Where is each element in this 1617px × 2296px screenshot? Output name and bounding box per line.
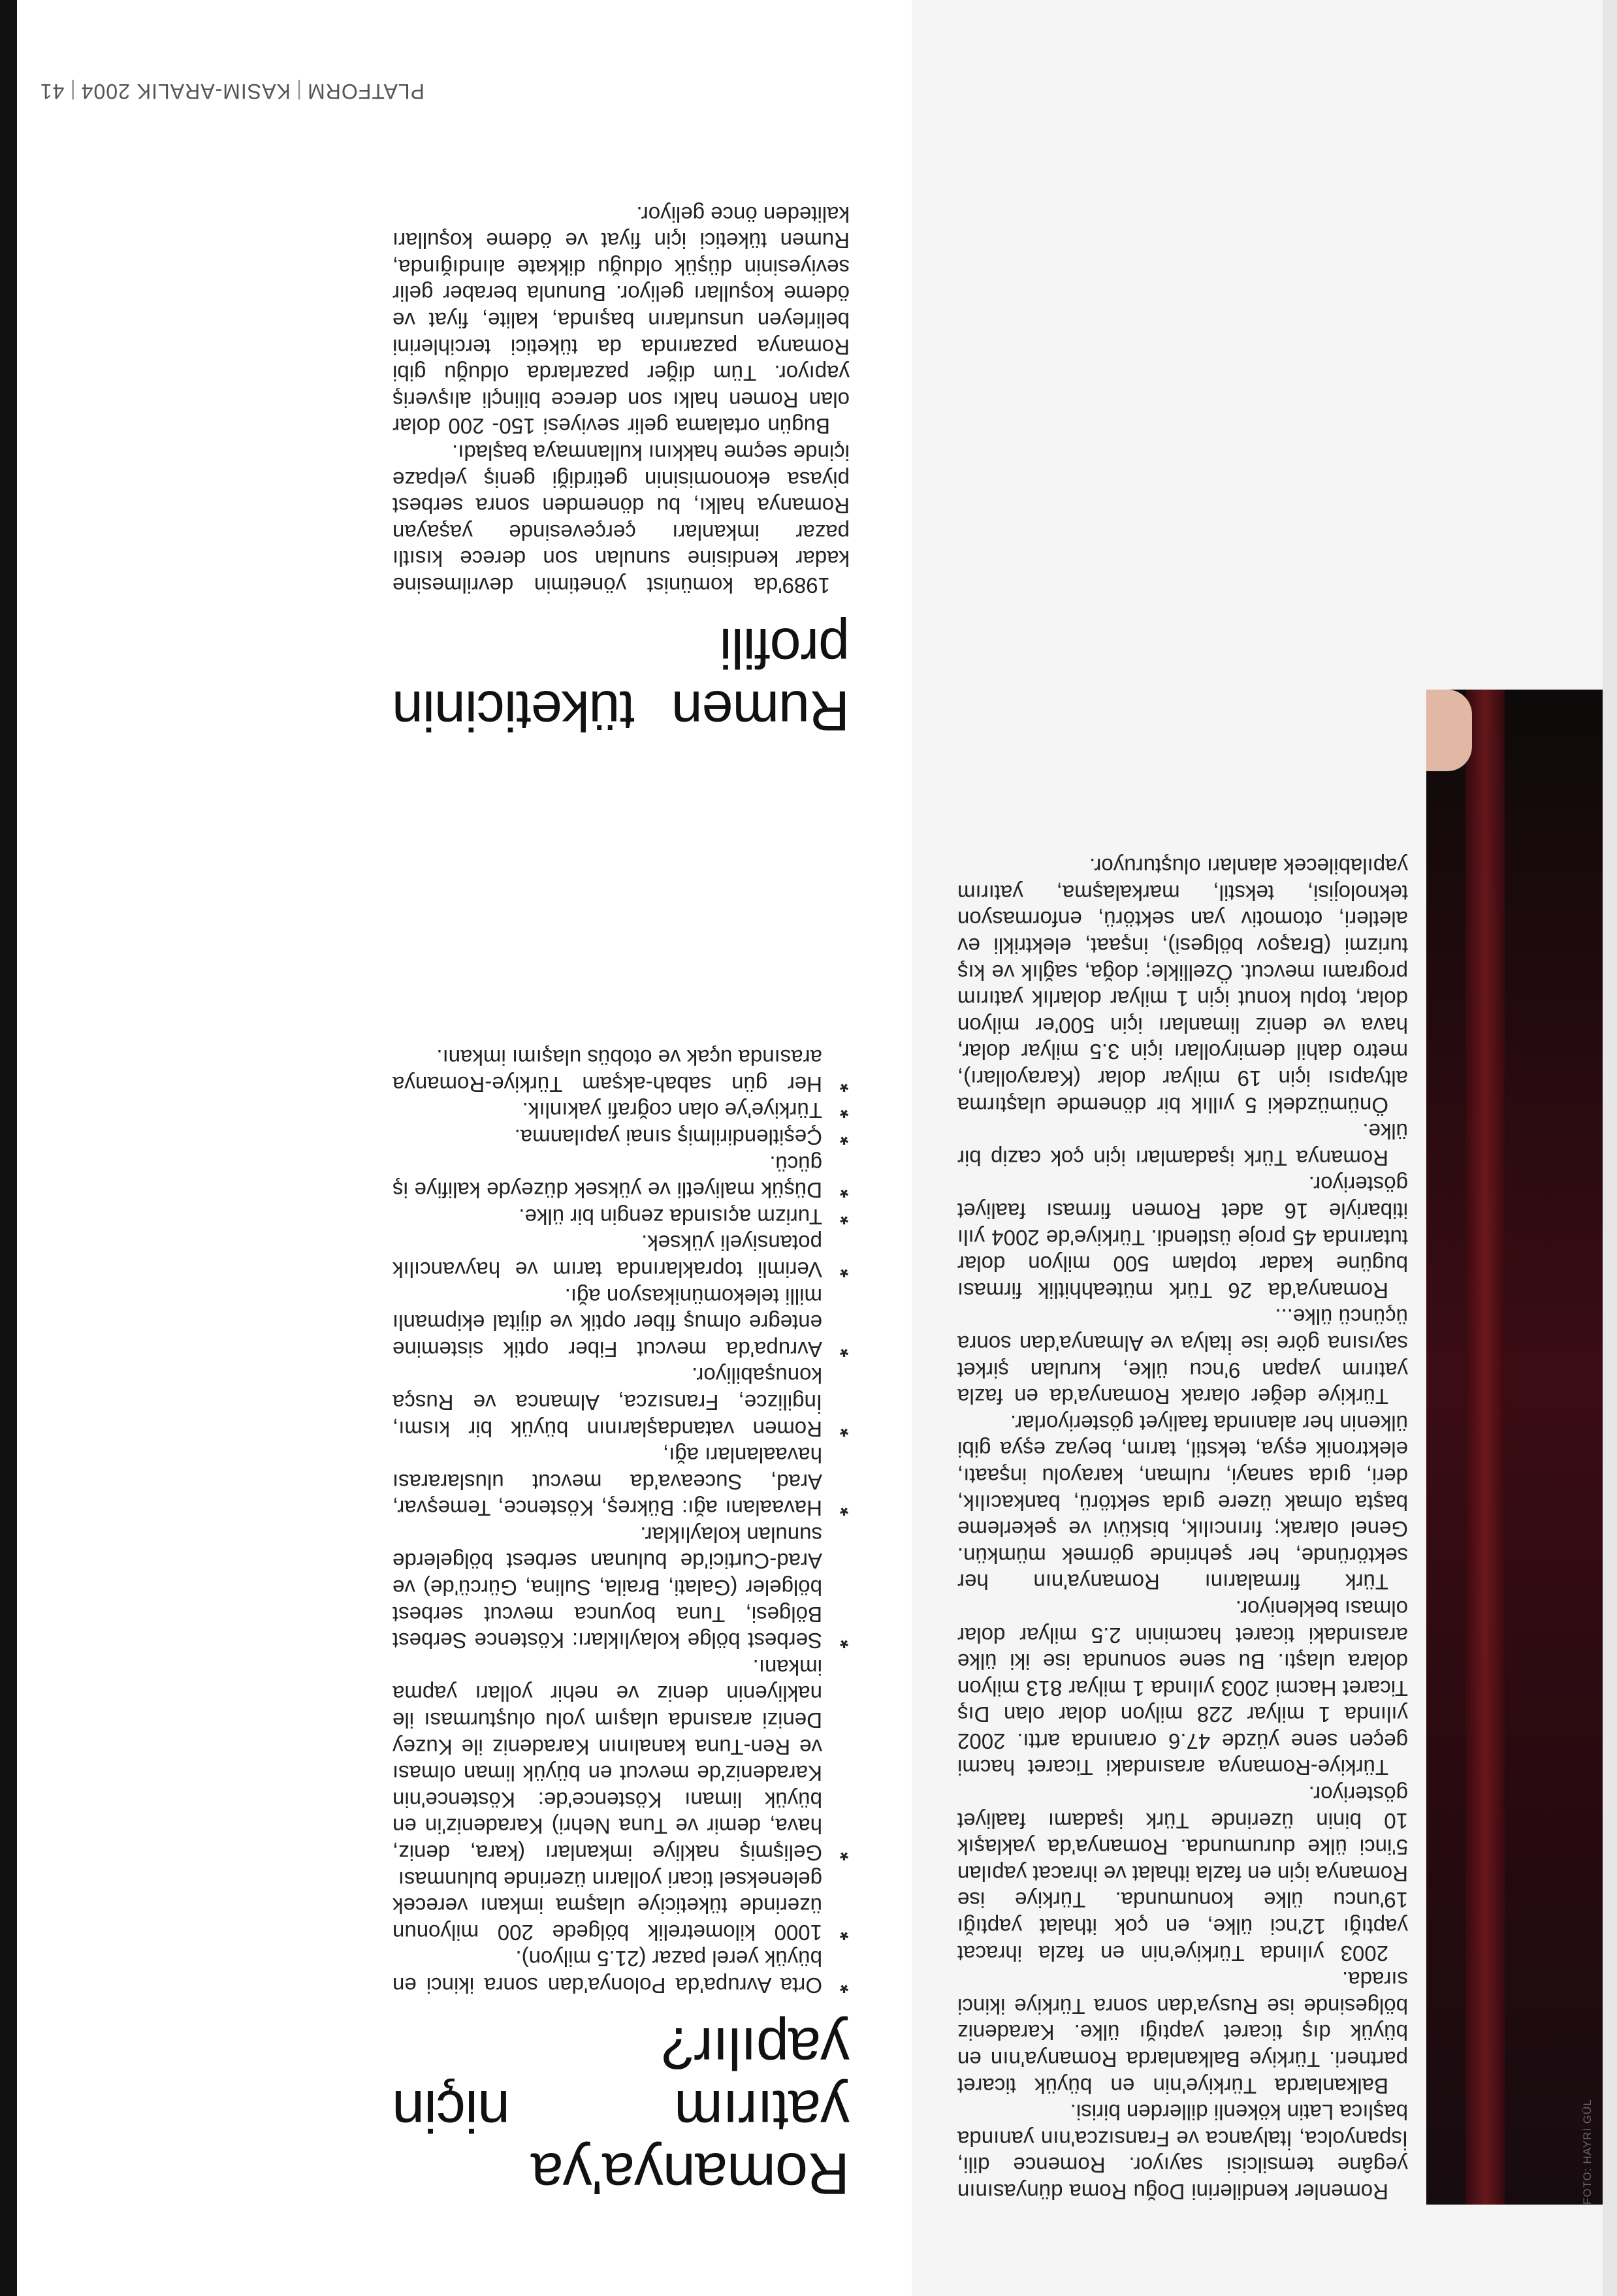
bullet-item: * Verimli topraklarında tarım ve hayvancılık potansiyeli yüksek. [392,1230,850,1283]
bullet-item: * Serbest bölge kolaylıkları: Köstence Serbest Bölgesi, Tuna boyunca mevcut serbest bölgeler (Galati, Braila, Sulina, Gürcü'de) ve Arad-Curtici'de bulunan serbest bölgelerde sunulan kolaylıklar. [392,1521,850,1653]
photo-credit: FOTO: HAYRİ GÜL [1581,2099,1593,2205]
page-edge-right [0,0,17,2296]
page-footer [40,79,424,103]
left-paragraph: Türkiye-Romanya arasındaki Ticaret hacmi geçen sene yüzde 47.6 oranında arttı. 2002 yılında 1 milyar 228 milyon dolar olan Dış Ticaret Hacmi 2003 yılında 1 milyar 813 milyon dolara ulaştı. Bu sene sonunda ise iki ülke arasındaki ticaret hacminin 2.5 milyar dolar olması bekleniyor. [957,1596,1408,1780]
left-paragraph: Balkanlarda Türkiye'nin en büyük ticaret partneri. Türkiye Balkanlarda Romanya'nın en büyük dış ticaret yaptığı ülke. Karadeniz bölgesinde ise Rusya'dan sonra Türkiye ikinci sırada. [957,1968,1408,2098]
bullet-item: * Çeşitlendirilmiş sınai yapılanma. [392,1123,850,1150]
footer-separator: | [295,80,302,103]
section-investment-title: Romanya'ya yatırım niçin yapılır? [392,2015,850,2206]
section-consumer [392,200,850,742]
bullet-item: * Düşük maliyetli ve yüksek düzeyde kalifiye iş gücü. [392,1150,850,1203]
bullet-item: * 1000 kilometrelik bölgede 200 milyonun üzerinde tüketiciye ulaşma imkanı verecek geleneksel ticari yolların üzerinde bulunması [392,1866,850,1945]
left-paragraph: Romanya Türk işadamları için çok cazip bir ülke. [957,1119,1408,1170]
section-consumer-title: Rumen tüketicinin profili [392,616,850,742]
bullet-item: * Havaalanı ağı: Bükreş, Köstence, Temeşvar, Arad, Suceava'da mevcut uluslararası havaalanları ağı, [392,1442,850,1522]
left-paragraph: Romenler kendilerini Doğu Roma dünyasının yegâne temsilcisi sayıyor. Romence dili, İspanyolca, İtalyanca ve Fransızca'nın yanında başlıca Latin kökenli dillerden birisi. [957,2100,1408,2204]
footer-magazine: PLATFORM [307,80,424,103]
left-column [957,853,1408,2205]
footer-separator: | [69,80,76,103]
photo-strip [1465,690,1505,2205]
investment-bullets [392,1044,850,1998]
section-investment [392,1044,850,2205]
left-paragraph: Önümüzdeki 5 yıllık bir dönemde ulaştırma altyapısı için 19 milyar dolar (Karayolları), metro dahil demiryolları için 3.5 milyar dolar, hava ve deniz limanları için 500'er milyon dolar, toplu konut için 1 milyar dolarlık yatırım programı mevcut. Özellikle; doğa, sağlık ve kış turizmi (Braşov bölgesi), inşaat, elektrikli ev aletleri, otomotiv yan sektörü, enformasyon teknolojisi, tekstil, markalaşma, yatırım yapılabilecek alanları oluşturuyor. [957,854,1408,1117]
left-paragraph: Türk firmalarını Romanya'nın her sektöründe, her şehrinde görmek mümkün. Genel olarak; fırıncılık, bisküvi ve şekerleme başta olmak üzere gıda sektörü, bankacılık, deri, gıda sanayi, rulman, karayolu inşaatı, elektronik eşya, tekstil, tarım, beyaz eşya gibi ülkenin her alanında faaliyet gösteriyorlar. [957,1411,1408,1595]
photo [1426,690,1603,2205]
bullet-item: * Romen vatandaşlarının büyük bir kısmı, İngilizce, Fransızca, Almanca ve Rusça konuşabiliyor. [392,1362,850,1442]
page-edge-left [1603,0,1617,2296]
footer-issue: KASIM-ARALIK 2004 [80,80,291,103]
consumer-paragraph: Bugün ortalama gelir seviyesi 150- 200 dolar olan Romen halkı son derece bilinçli alışveriş yapıyor. Tüm diğer pazarlarda olduğu gibi Romanya pazarında da tüketici tercihlerini belirleyen unsurların başında, kalite, fiyat ve ödeme koşulları geliyor. Bununla beraber gelir seviyesinin düşük olduğu dikkate alındığında, Rumen tüketici için fiyat ve ödeme koşulları kaliteden önce geliyor. [392,202,850,439]
bullet-item: * Her gün sabah-akşam Türkiye-Romanya arasında uçak ve otobüs ulaşımı imkanı. [392,1044,850,1097]
page-number: 41 [39,80,65,103]
bullet-item: * Türkiye'ye olan coğrafi yakınlık. [392,1097,850,1124]
bullet-item: * Orta Avrupa'da Polonya'dan sonra ikinci en büyük yerel pazar (21.5 milyon). [392,1945,850,1998]
left-paragraph: Romanya'da 26 Türk müteahhitlik firması bugüne kadar toplam 500 milyon dolar tutarında 45 proje üstlendi. Türkiye'de 2004 yılı itibariyle 16 adet Romen firması faaliyet gösteriyor. [957,1172,1408,1303]
consumer-paragraph: 1989'da komünist yönetimin devrilmesine kadar kendisine sunulan son derece kısıtlı pazar imkanları çerçevesinde yaşayan Romanya halkı, bu dönemden sonra serbest piyasa ekonomisinin getirdiği geniş yelpaze içinde seçme hakkını kullanmaya başladı. [392,441,850,598]
left-paragraph: 2003 yılında Türkiye'nin en fazla ihracat yaptığı 12'nci ülke, en çok ithalat yaptığı 19'uncu ülke konumunda. Türkiye ise Romanya için en fazla ithalat ve ihracat yapılan 5'inci ülke durumunda. Romanya'da yaklaşık 10 binin üzerinde Türk işadamı faaliyet gösteriyor. [957,1782,1408,1966]
bullet-item: * Gelişmiş nakliye imkanları (kara, deniz, hava, demir ve Tuna Nehri) Karadeniz'in en büyük limanı Köstence'de: Köstence'nin Karadeniz'de mevcut en büyük liman olması ve Ren-Tuna kanalının Karadeniz ile Kuzey Denizi arasında ulaşım yolu oluşturması ile nakliyenin deniz ve nehir yolları yapma imkanı. [392,1653,850,1866]
photo-hand [1426,690,1472,771]
bullet-item: * Turizm açısında zengin bir ülke. [392,1203,850,1230]
left-paragraph: Türkiye değer olarak Romanya'da en fazla yatırım yapan 9'ncu ülke, kurulan şirket sayısına göre ise İtalya ve Almanya'dan sonra üçüncü ülke... [957,1305,1408,1409]
bullet-item: * Avrupa'da mevcut Fiber optik sistemine entegre olmuş fiber optik ve dijital ekipmanlı milli telekomünikasyon ağı. [392,1283,850,1362]
